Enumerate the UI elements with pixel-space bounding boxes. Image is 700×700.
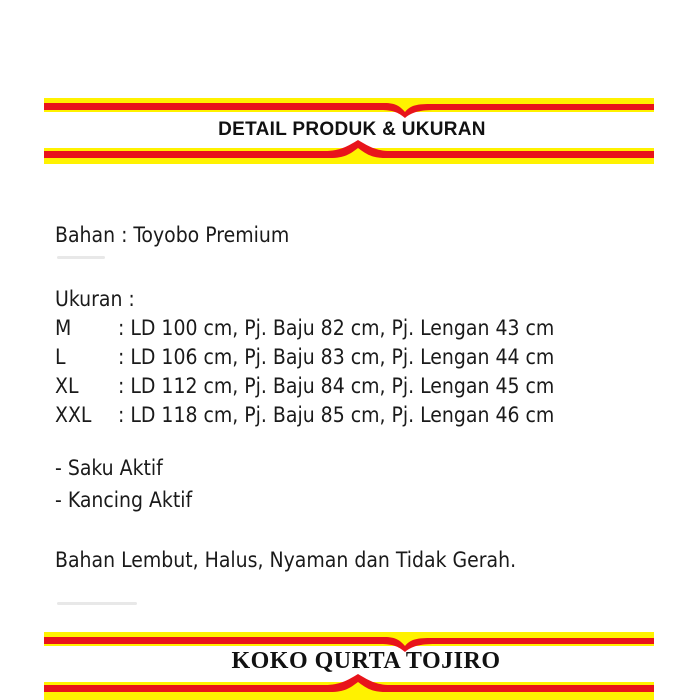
footer-banner bbox=[0, 626, 700, 700]
size-detail: : LD 112 cm, Pj. Baju 84 cm, Pj. Lengan 45 cm bbox=[118, 374, 555, 398]
size-detail: : LD 106 cm, Pj. Baju 83 cm, Pj. Lengan 44 cm bbox=[118, 345, 555, 369]
feature-item: - Saku Aktif bbox=[55, 456, 163, 480]
size-heading: Ukuran : bbox=[55, 287, 135, 311]
footer-title: KOKO QURTA TOJIRO bbox=[231, 648, 501, 674]
header-title: DETAIL PRODUK & UKURAN bbox=[218, 119, 486, 140]
size-label: L bbox=[55, 345, 66, 369]
size-label: XL bbox=[55, 374, 79, 398]
faint-mark bbox=[57, 602, 137, 605]
size-label: M bbox=[55, 316, 72, 340]
material-text: Bahan : Toyobo Premium bbox=[55, 223, 290, 247]
size-label: XXL bbox=[55, 403, 92, 427]
description-text: Bahan Lembut, Halus, Nyaman dan Tidak Gerah. bbox=[55, 548, 517, 572]
header-banner bbox=[0, 92, 700, 168]
feature-item: - Kancing Aktif bbox=[55, 488, 193, 512]
size-detail: : LD 118 cm, Pj. Baju 85 cm, Pj. Lengan 46 cm bbox=[118, 403, 555, 427]
size-detail: : LD 100 cm, Pj. Baju 82 cm, Pj. Lengan 43 cm bbox=[118, 316, 555, 340]
faint-mark bbox=[57, 256, 105, 259]
